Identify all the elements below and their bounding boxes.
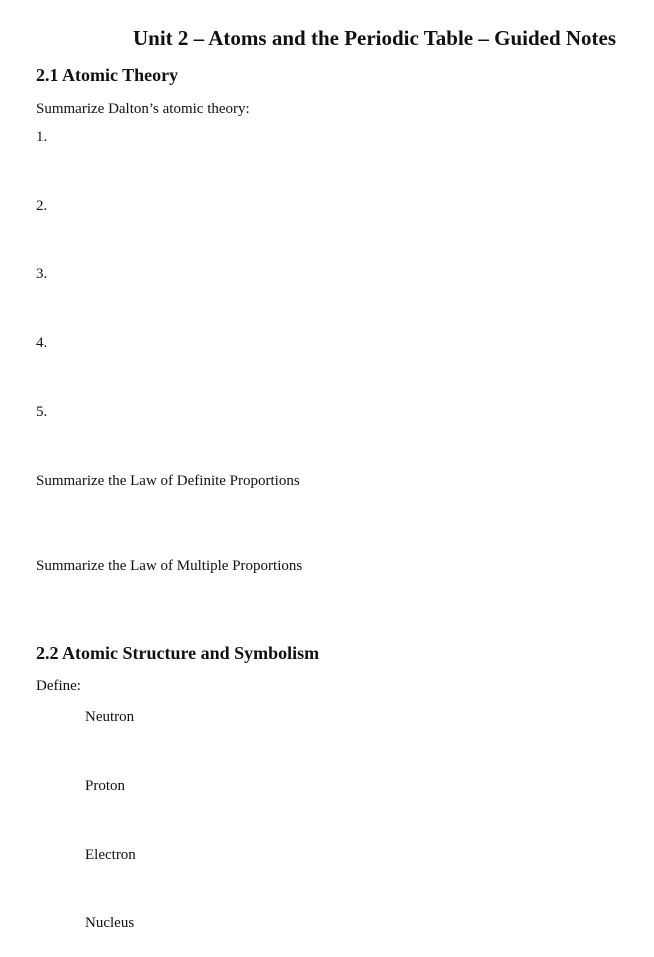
- numbered-item-5: 5.: [36, 404, 48, 420]
- section-heading-atomic-theory: 2.1 Atomic Theory: [36, 65, 179, 85]
- law-multiple-proportions-prompt: Summarize the Law of Multiple Proportions: [36, 558, 303, 574]
- dalton-prompt: Summarize Dalton’s atomic theory:: [36, 101, 250, 117]
- term-proton: Proton: [85, 778, 126, 794]
- page-title: Unit 2 – Atoms and the Periodic Table – Guided Notes: [133, 26, 617, 50]
- term-nucleus: Nucleus: [85, 915, 135, 931]
- numbered-item-2: 2.: [36, 198, 48, 214]
- numbered-item-4: 4.: [36, 335, 48, 351]
- define-prompt: Define:: [36, 678, 81, 694]
- law-definite-proportions-prompt: Summarize the Law of Definite Proportions: [36, 473, 300, 489]
- term-neutron: Neutron: [85, 709, 135, 725]
- term-electron: Electron: [85, 847, 136, 863]
- section-heading-atomic-structure: 2.2 Atomic Structure and Symbolism: [36, 643, 320, 663]
- numbered-item-1: 1.: [36, 129, 48, 145]
- numbered-item-3: 3.: [36, 266, 48, 282]
